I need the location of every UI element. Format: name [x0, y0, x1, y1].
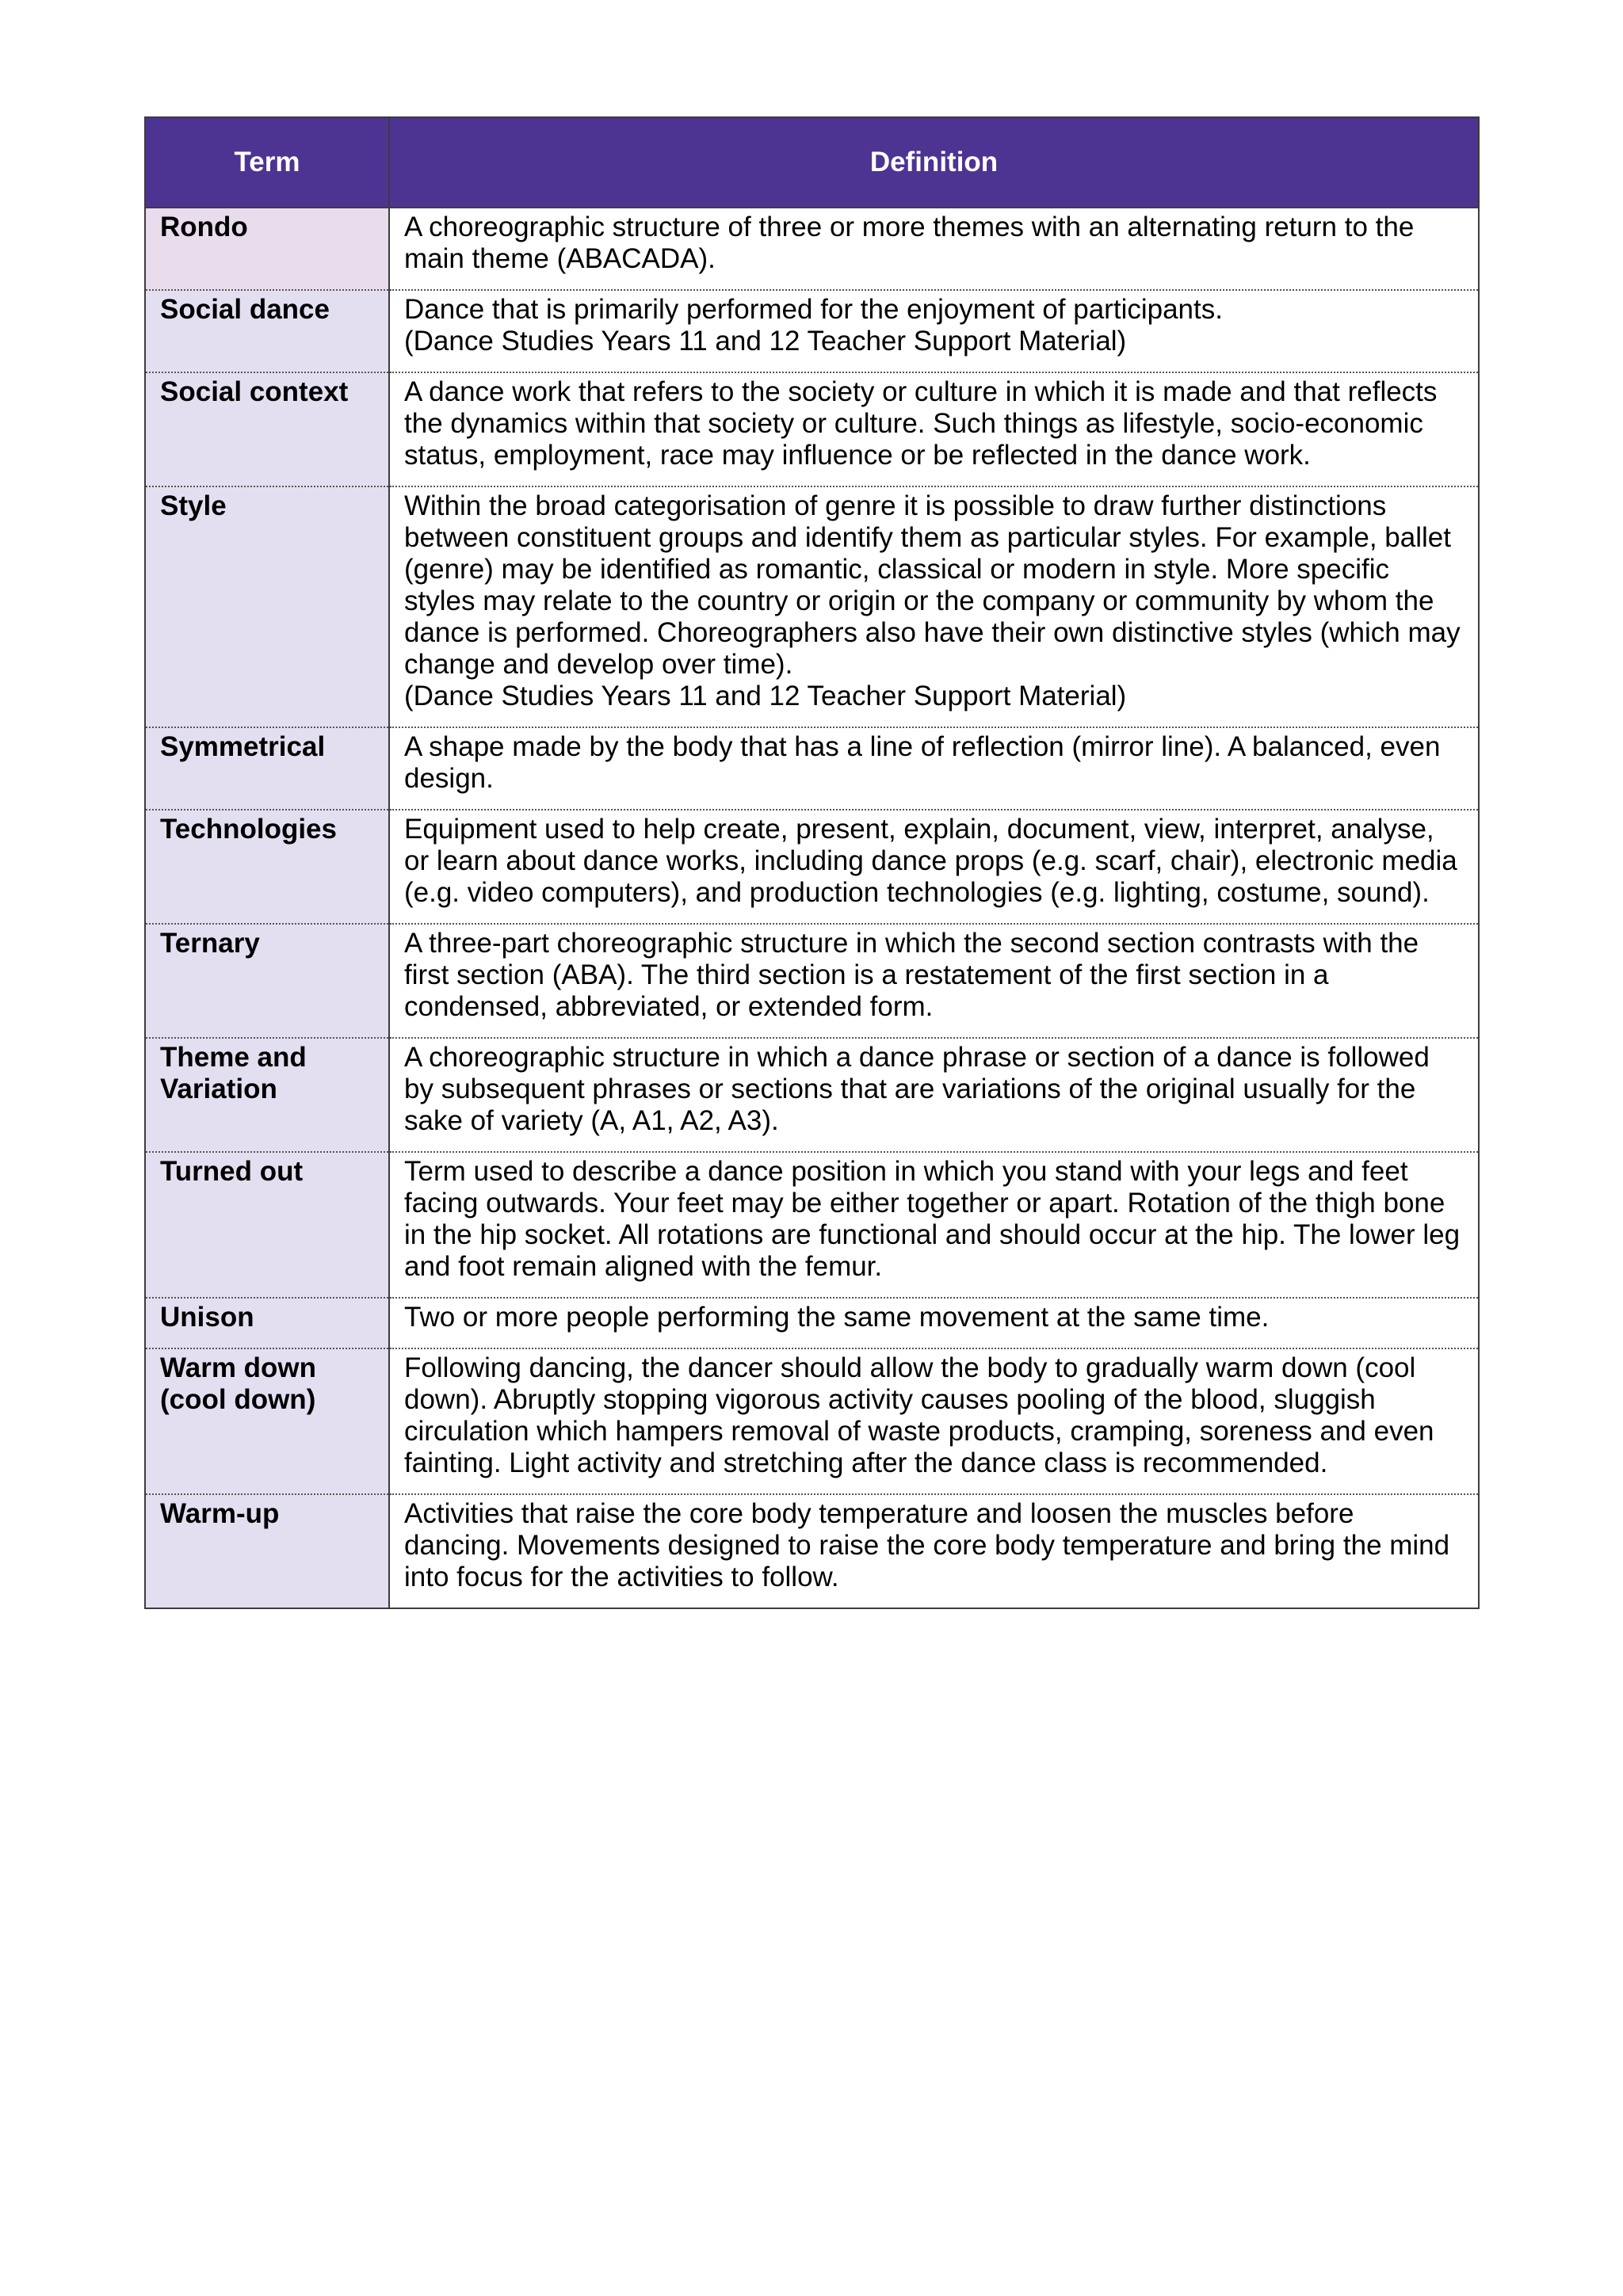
definition-cell: Term used to describe a dance position in which you stand with your legs and feet facing outwards. Your feet may be either together or apart. Rotation of the thigh bone in the hip socket. All rotations are functional and should occur at the hip. The lower leg and foot remain aligned with the femur.	[389, 1152, 1479, 1298]
table-row	[145, 1494, 1479, 1608]
table-row	[145, 810, 1479, 924]
table-row	[145, 486, 1479, 727]
table-row	[145, 924, 1479, 1038]
definition-column-header: Definition	[389, 117, 1479, 208]
term-cell: Style	[145, 486, 389, 727]
term-cell: Theme and Variation	[145, 1038, 389, 1152]
definition-cell: Two or more people performing the same movement at the same time.	[389, 1298, 1479, 1348]
term-cell: Ternary	[145, 924, 389, 1038]
definition-cell: A choreographic structure in which a dance phrase or section of a dance is followed by subsequent phrases or sections that are variations of the original usually for the sake of variety (A, A1, A2, A3).	[389, 1038, 1479, 1152]
term-column-header: Term	[145, 117, 389, 208]
definition-cell: A dance work that refers to the society or culture in which it is made and that reflects the dynamics within that society or culture. Such things as lifestyle, socio-economic status, employment, race may influence or be reflected in the dance work.	[389, 372, 1479, 486]
term-cell: Rondo	[145, 208, 389, 290]
table-row	[145, 290, 1479, 372]
definition-cell: A three-part choreographic structure in which the second section contrasts with the first section (ABA). The third section is a restatement of the first section in a condensed, abbreviated, or extended form.	[389, 924, 1479, 1038]
table-row	[145, 727, 1479, 810]
table-header-row	[145, 117, 1479, 208]
term-cell: Social dance	[145, 290, 389, 372]
table-row	[145, 208, 1479, 290]
definition-cell: Within the broad categorisation of genre it is possible to draw further distinctions between constituent groups and identify them as particular styles. For example, ballet (genre) may be identified as romantic, classical or modern in style. More specific styles may relate to the country or origin or the company or community by whom the dance is performed. Choreographers also have their own distinctive styles (which may change and develop over time). (Dance Studies Years 11 and 12 Teacher Support Material)	[389, 486, 1479, 727]
table-row	[145, 1298, 1479, 1348]
term-cell: Warm-up	[145, 1494, 389, 1608]
term-cell: Social context	[145, 372, 389, 486]
table-row	[145, 1152, 1479, 1298]
term-cell: Turned out	[145, 1152, 389, 1298]
definition-cell: A choreographic structure of three or more themes with an alternating return to the main theme (ABACADA).	[389, 208, 1479, 290]
definition-cell: Dance that is primarily performed for the enjoyment of participants. (Dance Studies Years 11 and 12 Teacher Support Material)	[389, 290, 1479, 372]
definition-cell: A shape made by the body that has a line of reflection (mirror line). A balanced, even design.	[389, 727, 1479, 810]
term-cell: Symmetrical	[145, 727, 389, 810]
definition-cell: Following dancing, the dancer should allow the body to gradually warm down (cool down). Abruptly stopping vigorous activity causes pooling of the blood, sluggish circulation which hampers removal of waste products, cramping, soreness and even fainting. Light activity and stretching after the dance class is recommended.	[389, 1348, 1479, 1494]
definition-cell: Activities that raise the core body temperature and loosen the muscles before dancing. Movements designed to raise the core body temperature and bring the mind into focus for the activities to follow.	[389, 1494, 1479, 1608]
table-row	[145, 1038, 1479, 1152]
table-row	[145, 372, 1479, 486]
term-cell: Warm down (cool down)	[145, 1348, 389, 1494]
table-row	[145, 1348, 1479, 1494]
definition-cell: Equipment used to help create, present, explain, document, view, interpret, analyse, or learn about dance works, including dance props (e.g. scarf, chair), electronic media (e.g. video computers), and production technologies (e.g. lighting, costume, sound).	[389, 810, 1479, 924]
term-cell: Unison	[145, 1298, 389, 1348]
term-cell: Technologies	[145, 810, 389, 924]
glossary-table	[144, 116, 1480, 1609]
